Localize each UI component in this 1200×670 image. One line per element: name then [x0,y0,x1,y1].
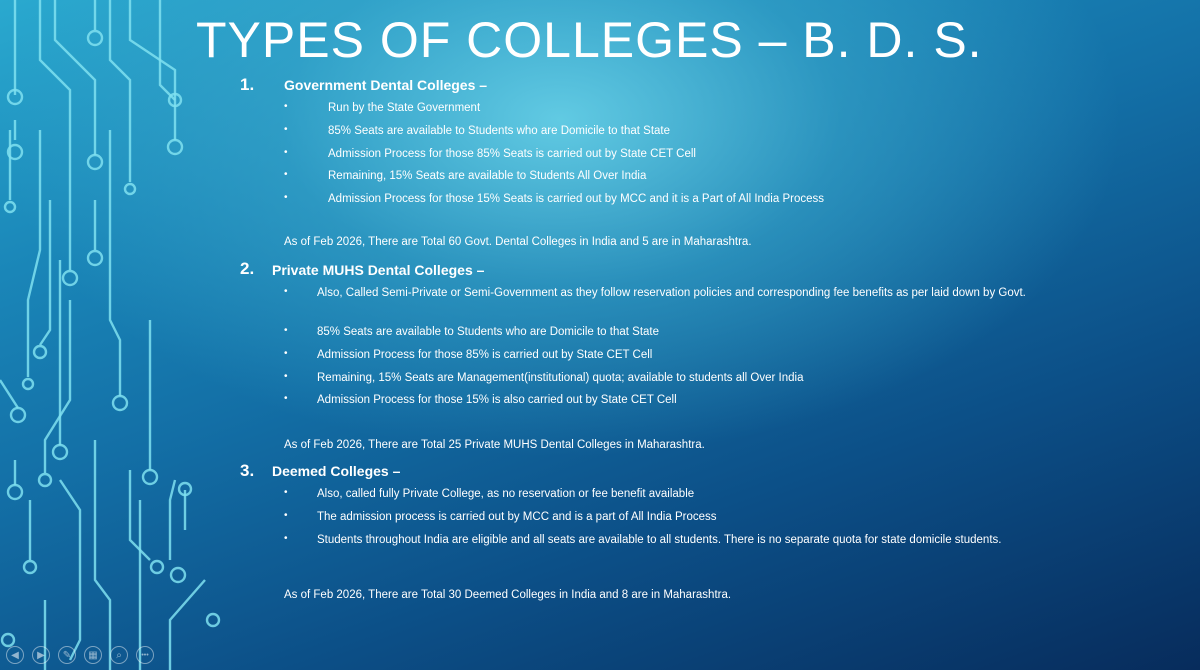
bullet-icon: • [284,533,288,544]
list-item: 85% Seats are available to Students who are Domicile to that State [317,326,660,338]
slide-title: TYPES OF COLLEGES – B. D. S. [196,12,983,68]
list-item: Remaining, 15% Seats are Management(institutional) quota; available to students all Over India [317,372,804,384]
section-note: As of Feb 2026, There are Total 25 Private MUHS Dental Colleges in Maharashtra. [284,439,705,451]
bullet-icon: • [284,169,288,180]
list-item: Also, Called Semi-Private or Semi-Government as they follow reservation policies and corresponding fee benefits as per laid down by Govt. [317,287,1026,299]
bullet-icon: • [284,325,288,336]
list-item: Also, called fully Private College, as no reservation or fee benefit available [317,488,695,500]
bullet-icon: • [284,286,288,297]
bullet-icon: • [284,393,288,404]
bullet-icon: • [284,371,288,382]
see-all-slides-icon[interactable]: ▦ [84,646,102,664]
bullet-icon: • [284,192,288,203]
bullet-icon: • [284,101,288,112]
bullet-icon: • [284,510,288,521]
pen-icon[interactable]: ✎ [58,646,76,664]
list-item: Admission Process for those 15% is also carried out by State CET Cell [317,394,677,406]
circuit-decoration [0,0,230,670]
list-item: 85% Seats are available to Students who are Domicile to that State [328,125,671,137]
previous-slide-icon[interactable]: ◀ [6,646,24,664]
bullet-icon: • [284,348,288,359]
more-options-icon[interactable]: ••• [136,646,154,664]
list-item: Run by the State Government [328,102,481,114]
section-note: As of Feb 2026, There are Total 60 Govt. Dental Colleges in India and 5 are in Maharashtra. [284,236,752,248]
bullet-icon: • [284,487,288,498]
slideshow-controls [6,646,154,668]
next-slide-icon[interactable]: ▶ [32,646,50,664]
section-note: As of Feb 2026, There are Total 30 Deemed Colleges in India and 8 are in Maharashtra. [284,589,732,601]
section-heading-private-muhs: Private MUHS Dental Colleges – [272,262,485,278]
list-item: Remaining, 15% Seats are available to Students All Over India [328,170,647,182]
section-number: 2. [240,259,255,278]
list-item: Students throughout India are eligible and all seats are available to all students. There is no separate quota for state domicile students. [317,534,1002,546]
bullet-icon: • [284,124,288,135]
bullet-icon: • [284,147,288,158]
list-item: Admission Process for those 85% is carried out by State CET Cell [317,349,653,361]
section-heading-government: Government Dental Colleges – [284,77,488,93]
section-number: 3. [240,461,255,480]
section-heading-deemed: Deemed Colleges – [272,463,401,479]
list-item: Admission Process for those 85% Seats is carried out by State CET Cell [328,148,696,160]
list-item: Admission Process for those 15% Seats is carried out by MCC and it is a Part of All India Process [328,193,824,205]
list-item: The admission process is carried out by MCC and is a part of All India Process [317,511,717,523]
section-number: 1. [240,75,255,94]
zoom-icon[interactable]: ⌕ [110,646,128,664]
